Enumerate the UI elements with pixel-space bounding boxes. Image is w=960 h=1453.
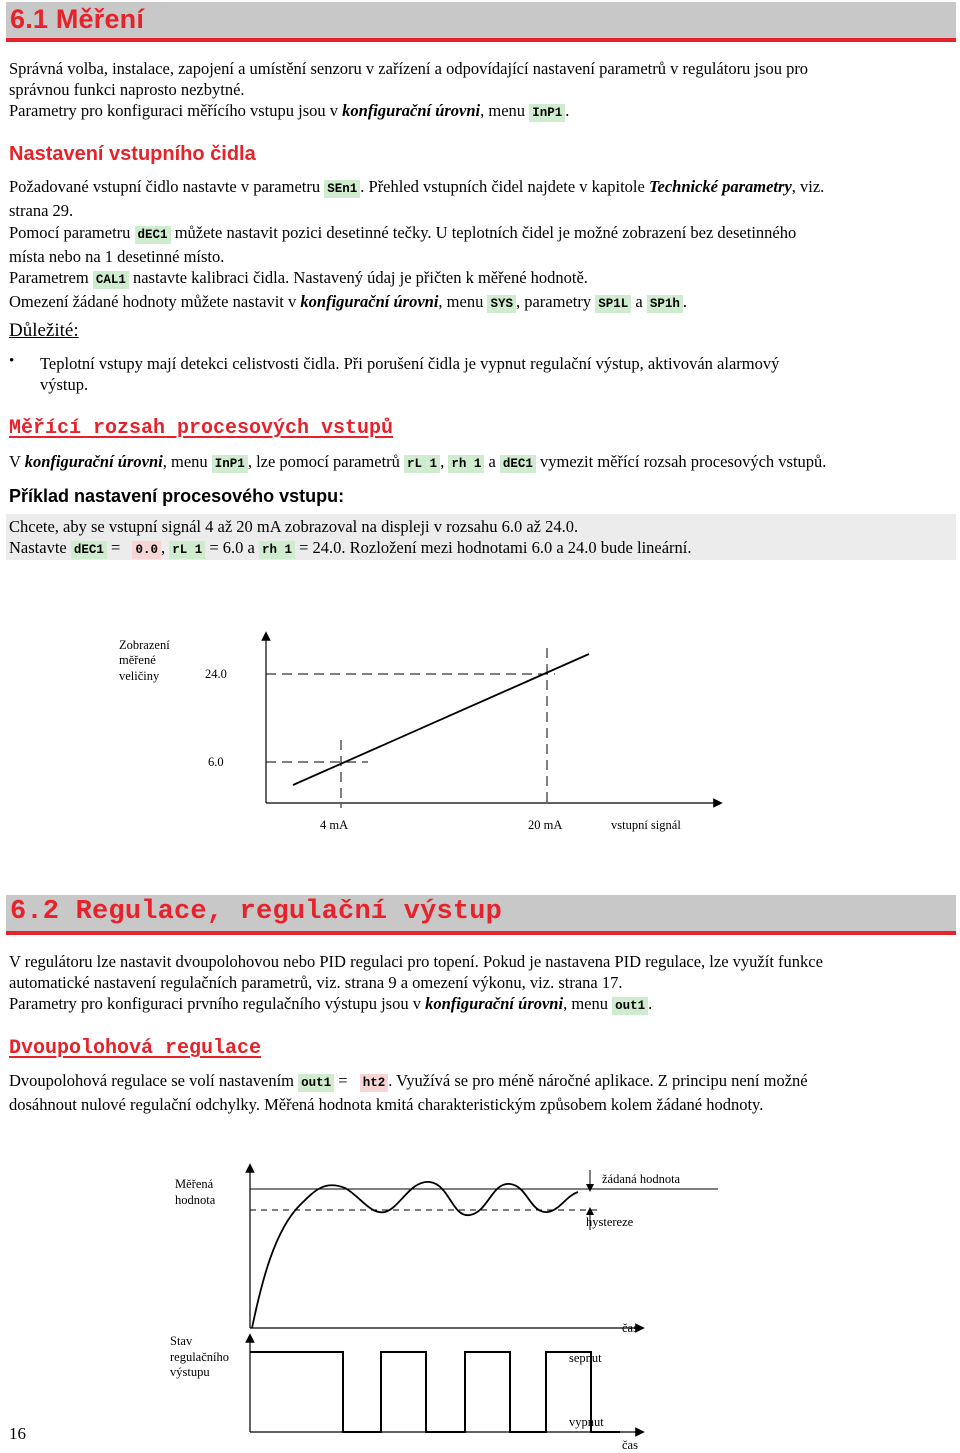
text-line: Teplotní vstupy mají detekci celistvosti čidla. Při porušení čidla je vypnut regulační výstup, aktivován alarmový bbox=[40, 354, 780, 373]
on-label: sepnut bbox=[569, 1351, 602, 1365]
state-label-1: Stav bbox=[170, 1334, 193, 1348]
bullet-dot: • bbox=[9, 353, 15, 369]
hysteresis-label: hystereze bbox=[586, 1215, 634, 1229]
x-tick-low: 4 mA bbox=[320, 818, 349, 832]
state-label-3: výstupu bbox=[170, 1365, 210, 1379]
param-code: rL 1 bbox=[169, 541, 205, 559]
text: , viz. bbox=[791, 177, 825, 196]
measured-label-1: Měřená bbox=[175, 1177, 214, 1191]
text-line: V regulátoru lze nastavit dvoupolohovou nebo PID regulaci pro topení. Pokud je nastavena PID regulace, lze využít funkce bbox=[9, 952, 823, 971]
section-header-6-1 bbox=[6, 2, 956, 42]
output-state-waveform bbox=[250, 1352, 620, 1432]
subheading-sensor: Nastavení vstupního čidla bbox=[9, 143, 256, 165]
y-axis-label-1: Zobrazení bbox=[119, 638, 170, 652]
text: vymezit měřící rozsah procesových vstupů. bbox=[540, 452, 827, 471]
param-code: rh 1 bbox=[259, 541, 295, 559]
text: , bbox=[440, 452, 445, 471]
param-code: dEC1 bbox=[71, 541, 107, 559]
text-line: výstup. bbox=[40, 375, 89, 394]
text-line: Omezení žádané hodnoty můžete nastavit v konfigurační úrovni, menu SYS , parametry SP1L a SP1h . bbox=[9, 292, 687, 311]
text: můžete nastavit pozici desetinné tečky. U teplotních čidel je možné zobrazení bez desetinného bbox=[174, 223, 797, 242]
section-header-6-2 bbox=[6, 895, 956, 935]
regulation-paragraph bbox=[9, 951, 949, 1017]
page-number: 16 bbox=[9, 1424, 26, 1443]
x-tick-high: 20 mA bbox=[528, 818, 563, 832]
text-line bbox=[9, 537, 949, 561]
text: Parametry pro konfiguraci prvního regulačního výstupu jsou v bbox=[9, 994, 421, 1013]
setpoint-label: žádaná hodnota bbox=[602, 1172, 681, 1186]
text: = 24.0. Rozložení mezi hodnotami 6.0 a 24.0 bude lineární. bbox=[299, 538, 692, 557]
param-code: rL 1 bbox=[404, 455, 440, 473]
param-code: SP1h bbox=[647, 295, 683, 313]
intro-paragraph bbox=[9, 58, 949, 124]
text-line: místa nebo na 1 desetinné místo. bbox=[9, 247, 225, 266]
text-line: Parametry pro konfiguraci prvního regulačního výstupu jsou v konfigurační úrovni, menu out1 . bbox=[9, 994, 653, 1013]
text: Požadované vstupní čidlo nastavte v parametru bbox=[9, 177, 321, 196]
text-line: Správná volba, instalace, zapojení a umístění senzoru v zařízení a odpovídající nastavení parametrů v regulátoru jsou pro bbox=[9, 59, 809, 78]
text: a bbox=[635, 292, 643, 311]
text: a bbox=[488, 452, 496, 471]
text: , parametry bbox=[515, 292, 592, 311]
param-code: InP1 bbox=[212, 455, 248, 473]
text-line: strana 29. bbox=[9, 201, 74, 220]
italic-text: konfigurační úrovni bbox=[300, 292, 439, 311]
text: Dvoupolohová regulace se volí nastavením bbox=[9, 1071, 295, 1090]
subheading-range: Měřící rozsah procesových vstupů bbox=[9, 417, 394, 440]
text: Parametrem bbox=[9, 268, 89, 287]
onoff-paragraph bbox=[9, 1070, 949, 1115]
text: Omezení žádané hodnoty můžete nastavit v bbox=[9, 292, 297, 311]
param-code: SP1L bbox=[595, 295, 631, 313]
onoff-graph bbox=[0, 1160, 960, 1453]
param-code: SYS bbox=[487, 295, 516, 313]
text: , bbox=[160, 538, 166, 557]
param-code: SEn1 bbox=[324, 180, 360, 198]
italic-text: Technické parametry bbox=[648, 177, 792, 196]
y-axis-label-2: měřené bbox=[119, 653, 156, 667]
text: Pomocí parametru bbox=[9, 223, 131, 242]
param-value: 0.0 bbox=[132, 541, 161, 559]
y-tick-low: 6.0 bbox=[208, 755, 224, 769]
text-line: Parametry pro konfiguraci měřícího vstupu jsou v konfigurační úrovni, menu InP1 . bbox=[9, 101, 570, 120]
text: Nastavte bbox=[9, 538, 67, 557]
text-line: Chcete, aby se vstupní signál 4 až 20 mA zobrazoval na displeji v rozsahu 6.0 až 24.0. bbox=[9, 517, 579, 536]
text: , menu bbox=[162, 452, 208, 471]
italic-text: konfigurační úrovni bbox=[342, 101, 481, 120]
param-code: out1 bbox=[612, 997, 648, 1015]
text: , menu bbox=[480, 101, 526, 120]
text: = 6.0 a bbox=[209, 538, 255, 557]
sensor-paragraph bbox=[9, 176, 949, 315]
param-code: InP1 bbox=[529, 104, 565, 122]
time-label-2: čas bbox=[622, 1438, 638, 1452]
param-code: dEC1 bbox=[135, 226, 171, 244]
text: , menu bbox=[563, 994, 608, 1013]
text: nastavte kalibraci čidla. Nastavený údaj je přičten k měřené hodnotě. bbox=[132, 268, 588, 287]
param-code: dEC1 bbox=[500, 455, 536, 473]
subheading-onoff: Dvoupolohová regulace bbox=[9, 1037, 262, 1060]
example-heading: Příklad nastavení procesového vstupu: bbox=[9, 486, 345, 506]
section-title: 6.1 Měření bbox=[10, 4, 145, 34]
text: Parametry pro konfiguraci měřícího vstupu jsou v bbox=[9, 101, 339, 120]
range-paragraph bbox=[9, 451, 949, 475]
bullet-text bbox=[40, 353, 940, 395]
italic-text: konfigurační úrovni bbox=[425, 994, 564, 1013]
time-label-1: čas bbox=[622, 1321, 638, 1335]
text-line bbox=[9, 267, 949, 291]
section-title: 6.2 Regulace, regulační výstup bbox=[10, 897, 503, 927]
text: V bbox=[9, 452, 21, 471]
text-line bbox=[9, 176, 949, 200]
scaling-graph bbox=[0, 600, 960, 850]
example-box bbox=[6, 514, 956, 560]
text: . Přehled vstupních čidel najdete v kapitole bbox=[360, 177, 645, 196]
text-line bbox=[9, 1070, 949, 1094]
measured-label-2: hodnota bbox=[175, 1193, 216, 1207]
important-label: Důležité: bbox=[9, 320, 79, 341]
text-line: správnou funkci naprosto nezbytné. bbox=[9, 80, 245, 99]
text-line: automatické nastavení regulačních parametrů, viz. strana 9 a omezení výkonu, viz. strana 17. bbox=[9, 973, 623, 992]
param-code: out1 bbox=[298, 1074, 334, 1092]
x-axis-label: vstupní signál bbox=[611, 818, 681, 832]
text: , menu bbox=[438, 292, 484, 311]
off-label: vypnut bbox=[569, 1415, 604, 1429]
param-code: CAL1 bbox=[93, 271, 129, 289]
text: = bbox=[338, 1071, 348, 1090]
param-code: rh 1 bbox=[448, 455, 484, 473]
state-label-2: regulačního bbox=[170, 1350, 230, 1364]
text: , lze pomocí parametrů bbox=[247, 452, 400, 471]
text-line bbox=[9, 222, 949, 246]
param-value: ht2 bbox=[360, 1074, 389, 1092]
y-axis-label-3: veličiny bbox=[119, 669, 160, 683]
measured-value-curve bbox=[252, 1182, 578, 1328]
y-tick-high: 24.0 bbox=[205, 667, 227, 681]
text-line: dosáhnout nulové regulační odchylky. Měřená hodnota kmitá charakteristickým způsobem kolem žádané hodnoty. bbox=[9, 1095, 764, 1114]
text: . Využívá se pro méně náročné aplikace. Z principu není možné bbox=[388, 1071, 808, 1090]
italic-text: konfigurační úrovni bbox=[24, 452, 163, 471]
text: = bbox=[111, 538, 121, 557]
